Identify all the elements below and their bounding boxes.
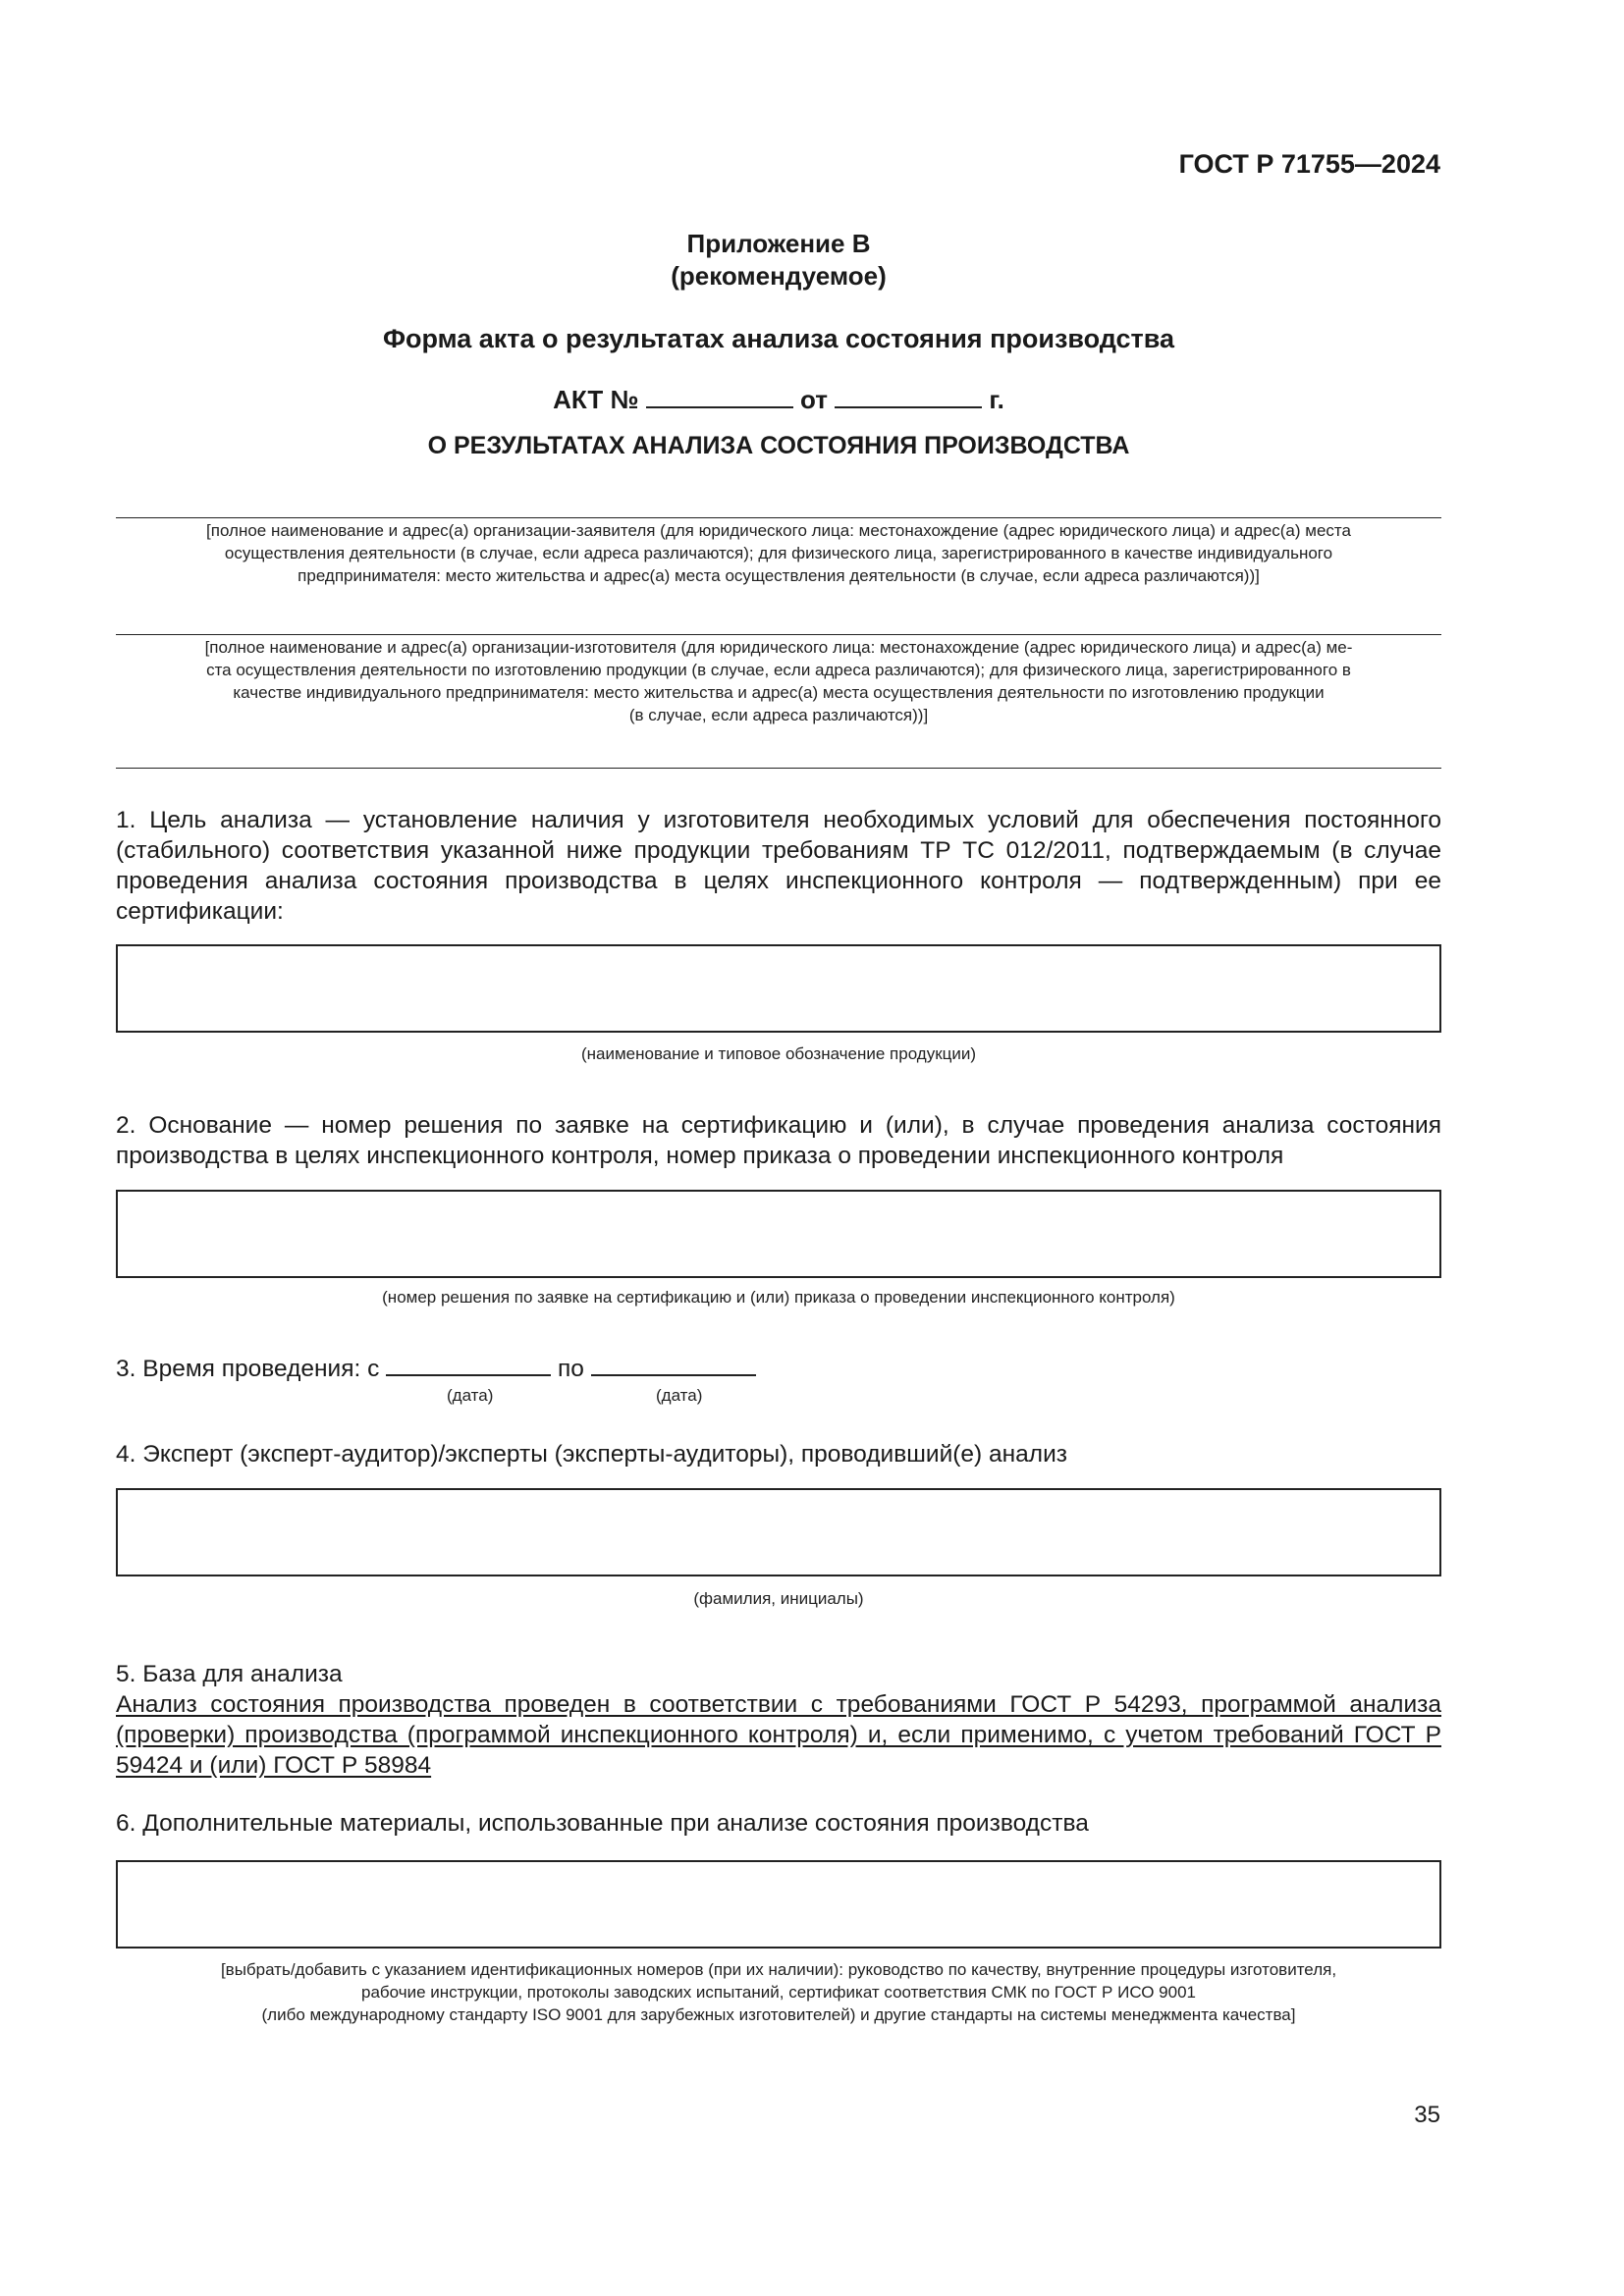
act-number-field[interactable] (646, 406, 793, 408)
section-1-text: 1. Цель анализа — установление наличия у изготовителя необходимых условий для обеспечения постоянного (стабильного) соответствия указанной ниже продукции требованиям ТР ТС 012/2011, подтверждаемым (в случае проведения анализа состояния производства в целях инспекционного контроля — подтвержденным) при ее сертификации: (116, 807, 1441, 925)
act-number-line (116, 385, 1441, 415)
manufacturer-line[interactable] (116, 634, 1441, 635)
applicant-note (116, 519, 1441, 587)
act-subtitle: О РЕЗУЛЬТАТАХ АНАЛИЗА СОСТОЯНИЯ ПРОИЗВОДСТВА (427, 432, 1130, 459)
materials-box[interactable] (116, 1860, 1441, 1949)
materials-caption-line: рабочие инструкции, протоколы заводских испытаний, сертификат соответствия СМК по ГОСТ Р ИСО 9001 (361, 1983, 1196, 2002)
section-2-text: 2. Основание — номер решения по заявке на сертификацию и (или), в случае проведения анализа состояния производства в целях инспекционного контроля, номер приказа о проведении инспекционного контроля (116, 1112, 1441, 1169)
act-date-field[interactable] (835, 406, 982, 408)
end-date-field[interactable] (591, 1374, 756, 1376)
product-name-box[interactable] (116, 944, 1441, 1033)
manufacturer-note-line: ста осуществления деятельности по изготовлению продукции (в случае, если адреса различаются); для физического лица, зарегистрированного в (206, 661, 1351, 679)
materials-caption-line: (либо международному стандарту ISO 9001 для зарубежных изготовителей) и другие стандарты на системы менеджмента качества] (261, 2005, 1296, 2024)
standard-number: ГОСТ Р 71755—2024 (1178, 149, 1440, 179)
applicant-line[interactable] (116, 517, 1441, 518)
experts-caption: (фамилия, инициалы) (693, 1589, 864, 1608)
act-prefix: АКТ № (553, 385, 639, 414)
product-name-caption: (наименование и типовое обозначение продукции) (580, 1044, 977, 1063)
extra-line[interactable] (116, 768, 1441, 769)
materials-caption-line: [выбрать/добавить с указанием идентификационных номеров (при их наличии): руководство по качеству, внутренние процедуры изготовителя, (220, 1960, 1337, 1979)
manufacturer-note-line: (в случае, если адреса различаются))] (628, 706, 929, 724)
basis-caption: (номер решения по заявке на сертификацию и (или) приказа о проведении инспекционного контроля) (382, 1288, 1175, 1307)
start-date-caption: (дата) (447, 1386, 494, 1405)
manufacturer-note-line: [полное наименование и адрес(а) организации-изготовителя (для юридического лица: местонахождение (адрес юридического лица) и адрес(а) ме- (204, 638, 1353, 657)
applicant-note-line: предпринимателя: место жительства и адрес(а) места осуществления деятельности (в случае, если адреса различаются))] (298, 566, 1260, 585)
section-4-text: 4. Эксперт (эксперт-аудитор)/эксперты (эксперты-аудиторы), проводивший(е) анализ (116, 1441, 1067, 1468)
act-year-label: г. (989, 385, 1004, 414)
appendix-title: Приложение В (686, 229, 871, 258)
section-5-text: Анализ состояния производства проведен в соответствии с требованиями ГОСТ Р 54293, программой анализа (проверки) производства (программой инспекционного контроля) и, если применимо, с учетом требований ГОСТ Р 59424 и (или) ГОСТ Р 58984 (116, 1691, 1441, 1779)
form-title: Форма акта о результатах анализа состояния производства (382, 324, 1175, 353)
page-number: 35 (1414, 2102, 1440, 2128)
appendix-subtitle: (рекомендуемое) (671, 261, 887, 291)
section-5-title: 5. База для анализа (116, 1661, 343, 1687)
start-date-field[interactable] (386, 1374, 551, 1376)
section-3-to: по (558, 1356, 584, 1382)
section-3-label: 3. Время проведения: с (116, 1356, 380, 1382)
materials-caption (116, 1958, 1441, 2026)
section-3-line (116, 1356, 756, 1383)
section-6-text: 6. Дополнительные материалы, использованные при анализе состояния производства (116, 1810, 1089, 1837)
manufacturer-note (116, 636, 1441, 726)
manufacturer-note-line: качестве индивидуального предпринимателя: место жительства и адрес(а) места осуществления деятельности по изготовлению продукции (233, 683, 1325, 702)
end-date-caption: (дата) (656, 1386, 703, 1405)
experts-box[interactable] (116, 1488, 1441, 1576)
act-from-label: от (799, 385, 828, 414)
basis-box[interactable] (116, 1190, 1441, 1278)
applicant-note-line: [полное наименование и адрес(а) организации-заявителя (для юридического лица: местонахождение (адрес юридического лица) и адрес(а) места (206, 521, 1351, 540)
applicant-note-line: осуществления деятельности (в случае, если адреса различаются); для физического лица, зарегистрированного в качестве индивидуального (224, 544, 1333, 562)
